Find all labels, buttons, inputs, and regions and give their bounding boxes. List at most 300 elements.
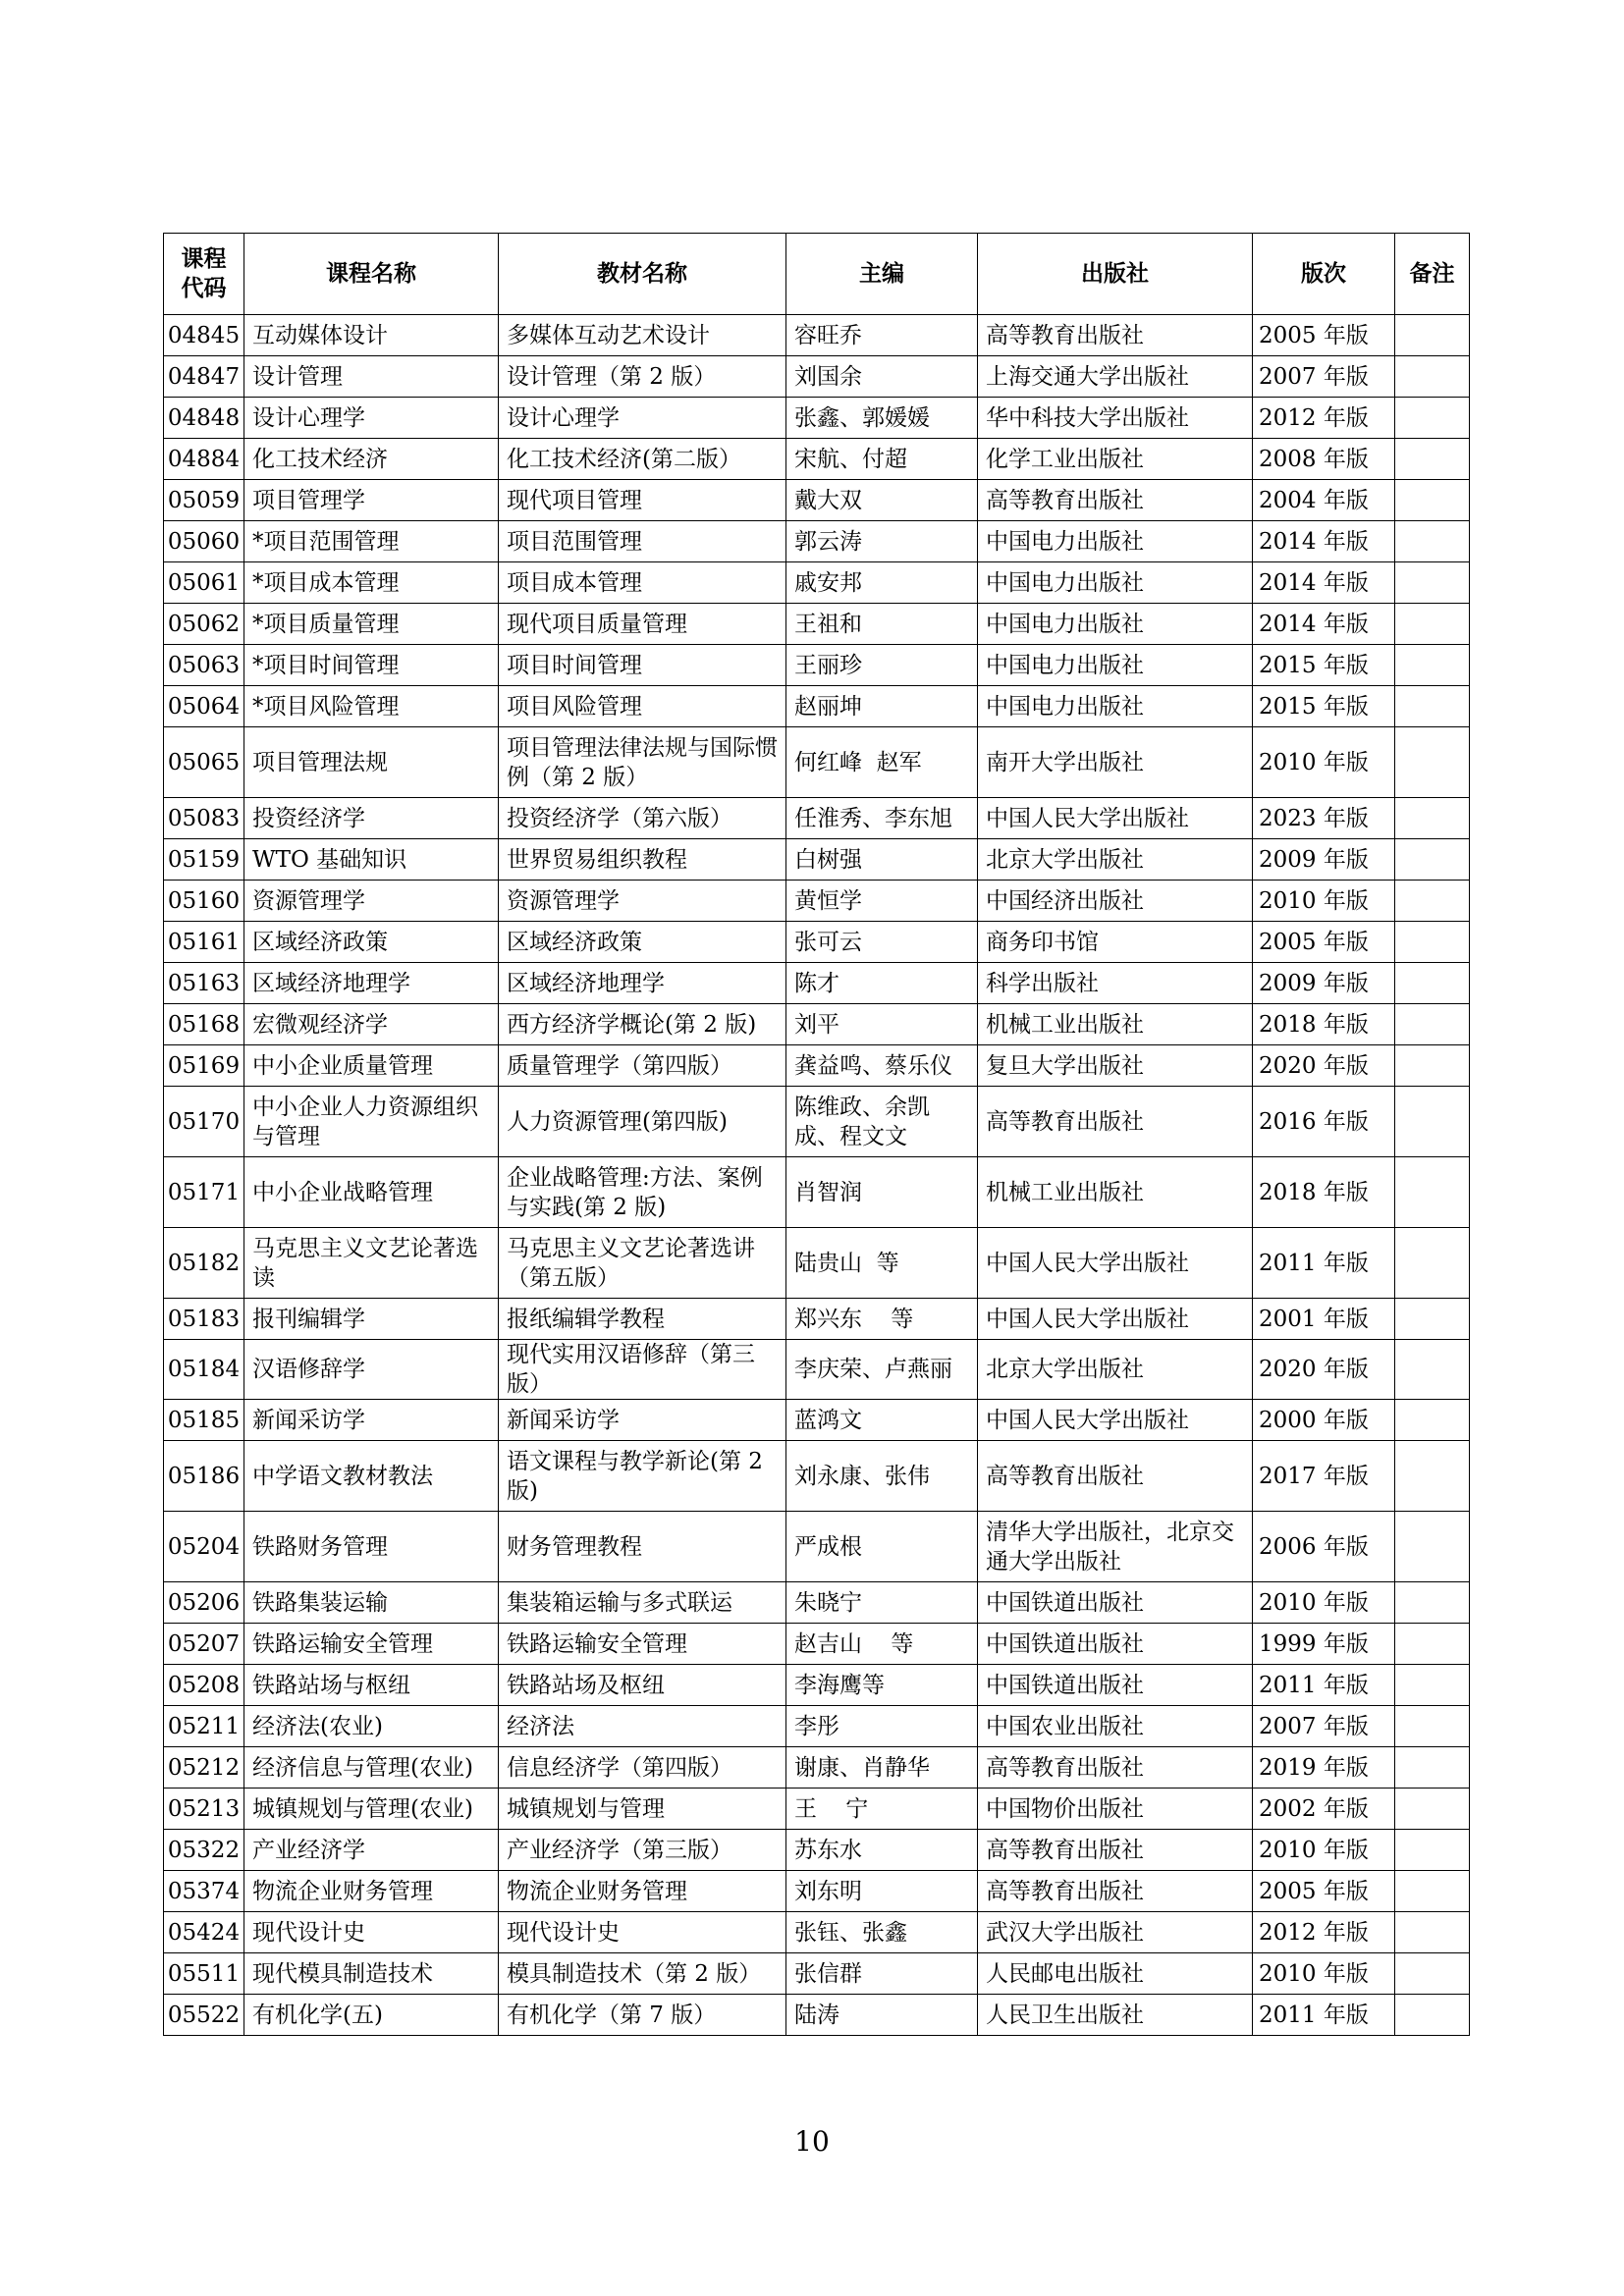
cell-textbook-name: 设计心理学 <box>499 398 786 439</box>
cell-course-code: 05059 <box>164 480 244 521</box>
cell-edition: 2004 年版 <box>1253 480 1395 521</box>
cell-course-name: 物流企业财务管理 <box>244 1871 499 1912</box>
cell-edition: 2006 年版 <box>1253 1512 1395 1582</box>
cell-course-name: 新闻采访学 <box>244 1400 499 1441</box>
cell-edition: 2018 年版 <box>1253 1004 1395 1045</box>
cell-textbook-name: 集装箱运输与多式联运 <box>499 1582 786 1624</box>
cell-course-code: 05064 <box>164 686 244 727</box>
cell-textbook-name: 铁路运输安全管理 <box>499 1624 786 1665</box>
table-row <box>164 881 1470 922</box>
cell-edition: 2018 年版 <box>1253 1157 1395 1228</box>
cell-editor: 陈维政、余凯成、程文文 <box>786 1087 978 1157</box>
cell-editor: 王丽珍 <box>786 645 978 686</box>
cell-edition: 2001 年版 <box>1253 1299 1395 1340</box>
cell-remarks <box>1395 1789 1470 1830</box>
cell-publisher: 高等教育出版社 <box>978 1830 1253 1871</box>
cell-course-name: 汉语修辞学 <box>244 1340 499 1400</box>
cell-edition: 2014 年版 <box>1253 604 1395 645</box>
cell-course-name: 现代模具制造技术 <box>244 1953 499 1995</box>
cell-editor: 戴大双 <box>786 480 978 521</box>
cell-edition: 2000 年版 <box>1253 1400 1395 1441</box>
cell-edition: 2011 年版 <box>1253 1665 1395 1706</box>
cell-remarks <box>1395 1400 1470 1441</box>
cell-remarks <box>1395 315 1470 356</box>
cell-course-name: *项目时间管理 <box>244 645 499 686</box>
cell-textbook-name: 语文课程与教学新论(第 2 版) <box>499 1441 786 1512</box>
table-row <box>164 1157 1470 1228</box>
cell-edition: 1999 年版 <box>1253 1624 1395 1665</box>
cell-editor: 刘永康、张伟 <box>786 1441 978 1512</box>
cell-course-name: 铁路集装运输 <box>244 1582 499 1624</box>
cell-course-name: 中学语文教材教法 <box>244 1441 499 1512</box>
cell-textbook-name: 项目风险管理 <box>499 686 786 727</box>
cell-edition: 2019 年版 <box>1253 1747 1395 1789</box>
cell-publisher: 中国铁道出版社 <box>978 1665 1253 1706</box>
table-row <box>164 315 1470 356</box>
cell-textbook-name: 马克思主义文艺论著选讲（第五版） <box>499 1228 786 1299</box>
cell-remarks <box>1395 1299 1470 1340</box>
header-publisher: 出版社 <box>978 234 1253 315</box>
cell-editor: 宋航、付超 <box>786 439 978 480</box>
cell-publisher: 中国人民大学出版社 <box>978 798 1253 839</box>
cell-textbook-name: 铁路站场及枢纽 <box>499 1665 786 1706</box>
cell-textbook-name: 信息经济学（第四版） <box>499 1747 786 1789</box>
page-number: 10 <box>794 2125 830 2158</box>
cell-editor: 李海鹰等 <box>786 1665 978 1706</box>
table-row <box>164 562 1470 604</box>
cell-editor: 蓝鸿文 <box>786 1400 978 1441</box>
cell-remarks <box>1395 439 1470 480</box>
cell-course-name: 城镇规划与管理(农业) <box>244 1789 499 1830</box>
cell-textbook-name: 现代项目管理 <box>499 480 786 521</box>
cell-publisher: 上海交通大学出版社 <box>978 356 1253 398</box>
cell-course-name: 经济法(农业) <box>244 1706 499 1747</box>
cell-publisher: 清华大学出版社，北京交通大学出版社 <box>978 1512 1253 1582</box>
header-edition: 版次 <box>1253 234 1395 315</box>
cell-editor: 白树强 <box>786 839 978 881</box>
cell-editor: 王祖和 <box>786 604 978 645</box>
cell-remarks <box>1395 1912 1470 1953</box>
cell-remarks <box>1395 1512 1470 1582</box>
cell-publisher: 科学出版社 <box>978 963 1253 1004</box>
cell-publisher: 华中科技大学出版社 <box>978 398 1253 439</box>
cell-edition: 2020 年版 <box>1253 1045 1395 1087</box>
cell-course-code: 05206 <box>164 1582 244 1624</box>
cell-publisher: 中国铁道出版社 <box>978 1624 1253 1665</box>
cell-edition: 2002 年版 <box>1253 1789 1395 1830</box>
cell-course-name: *项目质量管理 <box>244 604 499 645</box>
cell-editor: 李庆荣、卢燕丽 <box>786 1340 978 1400</box>
cell-remarks <box>1395 727 1470 798</box>
cell-remarks <box>1395 963 1470 1004</box>
cell-remarks <box>1395 1340 1470 1400</box>
textbook-table <box>163 233 1470 2036</box>
cell-course-name: *项目风险管理 <box>244 686 499 727</box>
cell-course-code: 05207 <box>164 1624 244 1665</box>
cell-editor: 赵吉山 等 <box>786 1624 978 1665</box>
cell-course-name: 设计心理学 <box>244 398 499 439</box>
cell-remarks <box>1395 922 1470 963</box>
cell-editor: 龚益鸣、蔡乐仪 <box>786 1045 978 1087</box>
cell-course-code: 05211 <box>164 1706 244 1747</box>
cell-editor: 肖智润 <box>786 1157 978 1228</box>
cell-edition: 2009 年版 <box>1253 963 1395 1004</box>
cell-publisher: 化学工业出版社 <box>978 439 1253 480</box>
cell-course-name: *项目成本管理 <box>244 562 499 604</box>
cell-course-code: 05171 <box>164 1157 244 1228</box>
cell-course-code: 05182 <box>164 1228 244 1299</box>
cell-course-code: 05204 <box>164 1512 244 1582</box>
cell-textbook-name: 质量管理学（第四版） <box>499 1045 786 1087</box>
cell-edition: 2007 年版 <box>1253 1706 1395 1747</box>
cell-publisher: 中国电力出版社 <box>978 686 1253 727</box>
cell-course-code: 04884 <box>164 439 244 480</box>
cell-publisher: 中国经济出版社 <box>978 881 1253 922</box>
table-row <box>164 1441 1470 1512</box>
cell-textbook-name: 物流企业财务管理 <box>499 1871 786 1912</box>
table-row <box>164 1665 1470 1706</box>
cell-course-name: 区域经济政策 <box>244 922 499 963</box>
cell-editor: 郭云涛 <box>786 521 978 562</box>
cell-textbook-name: 模具制造技术（第 2 版） <box>499 1953 786 1995</box>
table-row <box>164 1400 1470 1441</box>
cell-editor: 李彤 <box>786 1706 978 1747</box>
cell-editor: 张信群 <box>786 1953 978 1995</box>
cell-editor: 苏东水 <box>786 1830 978 1871</box>
cell-publisher: 中国农业出版社 <box>978 1706 1253 1747</box>
table-row <box>164 922 1470 963</box>
cell-editor: 谢康、肖静华 <box>786 1747 978 1789</box>
cell-textbook-name: 西方经济学概论(第 2 版) <box>499 1004 786 1045</box>
cell-remarks <box>1395 1157 1470 1228</box>
cell-textbook-name: 项目管理法律法规与国际惯例（第 2 版） <box>499 727 786 798</box>
cell-editor: 严成根 <box>786 1512 978 1582</box>
cell-course-code: 05170 <box>164 1087 244 1157</box>
cell-textbook-name: 设计管理（第 2 版） <box>499 356 786 398</box>
cell-publisher: 北京大学出版社 <box>978 1340 1253 1400</box>
table-row <box>164 1045 1470 1087</box>
cell-editor: 刘国余 <box>786 356 978 398</box>
cell-course-name: 产业经济学 <box>244 1830 499 1871</box>
cell-remarks <box>1395 604 1470 645</box>
table-row <box>164 1995 1470 2036</box>
textbook-table-container <box>163 233 1469 2036</box>
table-row <box>164 356 1470 398</box>
cell-editor: 张可云 <box>786 922 978 963</box>
cell-publisher: 中国人民大学出版社 <box>978 1228 1253 1299</box>
cell-remarks <box>1395 1830 1470 1871</box>
cell-course-name: 中小企业战略管理 <box>244 1157 499 1228</box>
cell-course-code: 04847 <box>164 356 244 398</box>
table-row <box>164 480 1470 521</box>
cell-course-name: 项目管理法规 <box>244 727 499 798</box>
table-row <box>164 439 1470 480</box>
cell-remarks <box>1395 356 1470 398</box>
cell-edition: 2008 年版 <box>1253 439 1395 480</box>
cell-textbook-name: 项目时间管理 <box>499 645 786 686</box>
cell-course-code: 05522 <box>164 1995 244 2036</box>
cell-course-name: 设计管理 <box>244 356 499 398</box>
header-remarks: 备注 <box>1395 234 1470 315</box>
cell-edition: 2010 年版 <box>1253 1830 1395 1871</box>
table-row <box>164 1912 1470 1953</box>
cell-textbook-name: 项目范围管理 <box>499 521 786 562</box>
cell-editor: 刘平 <box>786 1004 978 1045</box>
cell-edition: 2016 年版 <box>1253 1087 1395 1157</box>
cell-course-name: 中小企业人力资源组织与管理 <box>244 1087 499 1157</box>
cell-course-code: 05186 <box>164 1441 244 1512</box>
cell-remarks <box>1395 1871 1470 1912</box>
cell-textbook-name: 新闻采访学 <box>499 1400 786 1441</box>
cell-remarks <box>1395 1582 1470 1624</box>
cell-textbook-name: 区域经济地理学 <box>499 963 786 1004</box>
cell-course-code: 05374 <box>164 1871 244 1912</box>
cell-edition: 2010 年版 <box>1253 727 1395 798</box>
table-row <box>164 521 1470 562</box>
cell-textbook-name: 项目成本管理 <box>499 562 786 604</box>
cell-course-name: 互动媒体设计 <box>244 315 499 356</box>
cell-course-code: 05065 <box>164 727 244 798</box>
cell-course-code: 04848 <box>164 398 244 439</box>
cell-publisher: 高等教育出版社 <box>978 1747 1253 1789</box>
cell-publisher: 机械工业出版社 <box>978 1157 1253 1228</box>
cell-course-name: 投资经济学 <box>244 798 499 839</box>
cell-course-code: 05083 <box>164 798 244 839</box>
cell-course-code: 05063 <box>164 645 244 686</box>
cell-remarks <box>1395 521 1470 562</box>
cell-edition: 2014 年版 <box>1253 521 1395 562</box>
cell-editor: 戚安邦 <box>786 562 978 604</box>
cell-textbook-name: 有机化学（第 7 版） <box>499 1995 786 2036</box>
cell-edition: 2007 年版 <box>1253 356 1395 398</box>
cell-publisher: 高等教育出版社 <box>978 1441 1253 1512</box>
cell-remarks <box>1395 839 1470 881</box>
cell-course-name: *项目范围管理 <box>244 521 499 562</box>
cell-editor: 何红峰 赵军 <box>786 727 978 798</box>
cell-course-name: 宏微观经济学 <box>244 1004 499 1045</box>
cell-course-code: 05163 <box>164 963 244 1004</box>
cell-course-code: 05185 <box>164 1400 244 1441</box>
cell-editor: 陆贵山 等 <box>786 1228 978 1299</box>
cell-edition: 2005 年版 <box>1253 1871 1395 1912</box>
cell-editor: 朱晓宁 <box>786 1582 978 1624</box>
cell-remarks <box>1395 1441 1470 1512</box>
cell-edition: 2011 年版 <box>1253 1228 1395 1299</box>
table-row <box>164 1512 1470 1582</box>
cell-edition: 2010 年版 <box>1253 881 1395 922</box>
cell-remarks <box>1395 798 1470 839</box>
cell-textbook-name: 世界贸易组织教程 <box>499 839 786 881</box>
cell-edition: 2015 年版 <box>1253 645 1395 686</box>
cell-course-name: 中小企业质量管理 <box>244 1045 499 1087</box>
cell-publisher: 高等教育出版社 <box>978 1087 1253 1157</box>
cell-course-name: 化工技术经济 <box>244 439 499 480</box>
cell-publisher: 中国电力出版社 <box>978 604 1253 645</box>
cell-publisher: 高等教育出版社 <box>978 1871 1253 1912</box>
cell-course-name: 铁路站场与枢纽 <box>244 1665 499 1706</box>
cell-publisher: 机械工业出版社 <box>978 1004 1253 1045</box>
cell-remarks <box>1395 1747 1470 1789</box>
cell-remarks <box>1395 1004 1470 1045</box>
cell-remarks <box>1395 1665 1470 1706</box>
cell-remarks <box>1395 1995 1470 2036</box>
cell-remarks <box>1395 398 1470 439</box>
cell-course-code: 05424 <box>164 1912 244 1953</box>
cell-course-name: 马克思主义文艺论著选读 <box>244 1228 499 1299</box>
cell-publisher: 中国电力出版社 <box>978 562 1253 604</box>
cell-edition: 2017 年版 <box>1253 1441 1395 1512</box>
cell-course-code: 05213 <box>164 1789 244 1830</box>
cell-course-code: 05060 <box>164 521 244 562</box>
cell-publisher: 北京大学出版社 <box>978 839 1253 881</box>
cell-course-name: 项目管理学 <box>244 480 499 521</box>
table-row <box>164 1953 1470 1995</box>
cell-textbook-name: 多媒体互动艺术设计 <box>499 315 786 356</box>
cell-editor: 容旺乔 <box>786 315 978 356</box>
table-row <box>164 1747 1470 1789</box>
cell-course-code: 05161 <box>164 922 244 963</box>
cell-editor: 张鑫、郭媛媛 <box>786 398 978 439</box>
cell-course-name: 铁路财务管理 <box>244 1512 499 1582</box>
cell-course-name: 报刊编辑学 <box>244 1299 499 1340</box>
cell-course-code: 05184 <box>164 1340 244 1400</box>
cell-edition: 2020 年版 <box>1253 1340 1395 1400</box>
table-row <box>164 686 1470 727</box>
cell-remarks <box>1395 1228 1470 1299</box>
cell-publisher: 高等教育出版社 <box>978 315 1253 356</box>
header-editor: 主编 <box>786 234 978 315</box>
table-row <box>164 1582 1470 1624</box>
cell-editor: 赵丽坤 <box>786 686 978 727</box>
cell-remarks <box>1395 1953 1470 1995</box>
cell-editor: 黄恒学 <box>786 881 978 922</box>
table-row <box>164 1004 1470 1045</box>
cell-publisher: 中国电力出版社 <box>978 645 1253 686</box>
cell-edition: 2005 年版 <box>1253 922 1395 963</box>
cell-publisher: 中国人民大学出版社 <box>978 1400 1253 1441</box>
header-textbook-name: 教材名称 <box>499 234 786 315</box>
table-row <box>164 1228 1470 1299</box>
cell-textbook-name: 化工技术经济(第二版） <box>499 439 786 480</box>
table-row <box>164 1871 1470 1912</box>
cell-editor: 陆涛 <box>786 1995 978 2036</box>
table-row <box>164 1299 1470 1340</box>
cell-textbook-name: 经济法 <box>499 1706 786 1747</box>
cell-editor: 郑兴东 等 <box>786 1299 978 1340</box>
cell-edition: 2012 年版 <box>1253 398 1395 439</box>
cell-publisher: 商务印书馆 <box>978 922 1253 963</box>
cell-remarks <box>1395 686 1470 727</box>
cell-remarks <box>1395 881 1470 922</box>
table-row <box>164 1087 1470 1157</box>
cell-publisher: 中国人民大学出版社 <box>978 1299 1253 1340</box>
cell-edition: 2015 年版 <box>1253 686 1395 727</box>
cell-remarks <box>1395 562 1470 604</box>
cell-course-name: 铁路运输安全管理 <box>244 1624 499 1665</box>
table-row <box>164 798 1470 839</box>
cell-textbook-name: 报纸编辑学教程 <box>499 1299 786 1340</box>
cell-remarks <box>1395 645 1470 686</box>
cell-edition: 2005 年版 <box>1253 315 1395 356</box>
cell-publisher: 中国物价出版社 <box>978 1789 1253 1830</box>
cell-textbook-name: 资源管理学 <box>499 881 786 922</box>
table-row <box>164 963 1470 1004</box>
cell-course-code: 05208 <box>164 1665 244 1706</box>
header-course-code: 课程 代码 <box>164 234 244 315</box>
cell-remarks <box>1395 1624 1470 1665</box>
cell-textbook-name: 现代实用汉语修辞（第三版） <box>499 1340 786 1400</box>
cell-textbook-name: 投资经济学（第六版） <box>499 798 786 839</box>
cell-editor: 张钰、张鑫 <box>786 1912 978 1953</box>
cell-course-code: 05062 <box>164 604 244 645</box>
cell-publisher: 中国铁道出版社 <box>978 1582 1253 1624</box>
cell-course-name: 资源管理学 <box>244 881 499 922</box>
cell-publisher: 复旦大学出版社 <box>978 1045 1253 1087</box>
cell-publisher: 中国电力出版社 <box>978 521 1253 562</box>
cell-edition: 2009 年版 <box>1253 839 1395 881</box>
cell-publisher: 高等教育出版社 <box>978 480 1253 521</box>
cell-remarks <box>1395 480 1470 521</box>
cell-edition: 2010 年版 <box>1253 1582 1395 1624</box>
cell-course-name: WTO 基础知识 <box>244 839 499 881</box>
table-row <box>164 398 1470 439</box>
cell-remarks <box>1395 1045 1470 1087</box>
table-row <box>164 1624 1470 1665</box>
cell-course-name: 经济信息与管理(农业) <box>244 1747 499 1789</box>
cell-course-name: 区域经济地理学 <box>244 963 499 1004</box>
cell-edition: 2014 年版 <box>1253 562 1395 604</box>
cell-editor: 任淮秀、李东旭 <box>786 798 978 839</box>
cell-edition: 2012 年版 <box>1253 1912 1395 1953</box>
table-row <box>164 604 1470 645</box>
cell-textbook-name: 产业经济学（第三版） <box>499 1830 786 1871</box>
cell-editor: 陈才 <box>786 963 978 1004</box>
table-row <box>164 839 1470 881</box>
cell-textbook-name: 人力资源管理(第四版) <box>499 1087 786 1157</box>
cell-course-code: 05322 <box>164 1830 244 1871</box>
cell-course-code: 05511 <box>164 1953 244 1995</box>
cell-textbook-name: 城镇规划与管理 <box>499 1789 786 1830</box>
header-course-name: 课程名称 <box>244 234 499 315</box>
table-body <box>164 315 1470 2036</box>
cell-editor: 王 宁 <box>786 1789 978 1830</box>
cell-course-name: 有机化学(五) <box>244 1995 499 2036</box>
cell-course-code: 05168 <box>164 1004 244 1045</box>
cell-course-code: 05169 <box>164 1045 244 1087</box>
table-row <box>164 1789 1470 1830</box>
cell-publisher: 武汉大学出版社 <box>978 1912 1253 1953</box>
cell-remarks <box>1395 1706 1470 1747</box>
table-row <box>164 1706 1470 1747</box>
table-header-row <box>164 234 1470 315</box>
cell-publisher: 人民卫生出版社 <box>978 1995 1253 2036</box>
cell-course-code: 05061 <box>164 562 244 604</box>
cell-course-code: 04845 <box>164 315 244 356</box>
cell-textbook-name: 区域经济政策 <box>499 922 786 963</box>
cell-textbook-name: 现代项目质量管理 <box>499 604 786 645</box>
table-row <box>164 1830 1470 1871</box>
cell-edition: 2023 年版 <box>1253 798 1395 839</box>
cell-publisher: 南开大学出版社 <box>978 727 1253 798</box>
table-row <box>164 645 1470 686</box>
cell-course-code: 05183 <box>164 1299 244 1340</box>
cell-remarks <box>1395 1087 1470 1157</box>
cell-course-name: 现代设计史 <box>244 1912 499 1953</box>
cell-textbook-name: 现代设计史 <box>499 1912 786 1953</box>
cell-textbook-name: 财务管理教程 <box>499 1512 786 1582</box>
cell-publisher: 人民邮电出版社 <box>978 1953 1253 1995</box>
table-row <box>164 727 1470 798</box>
